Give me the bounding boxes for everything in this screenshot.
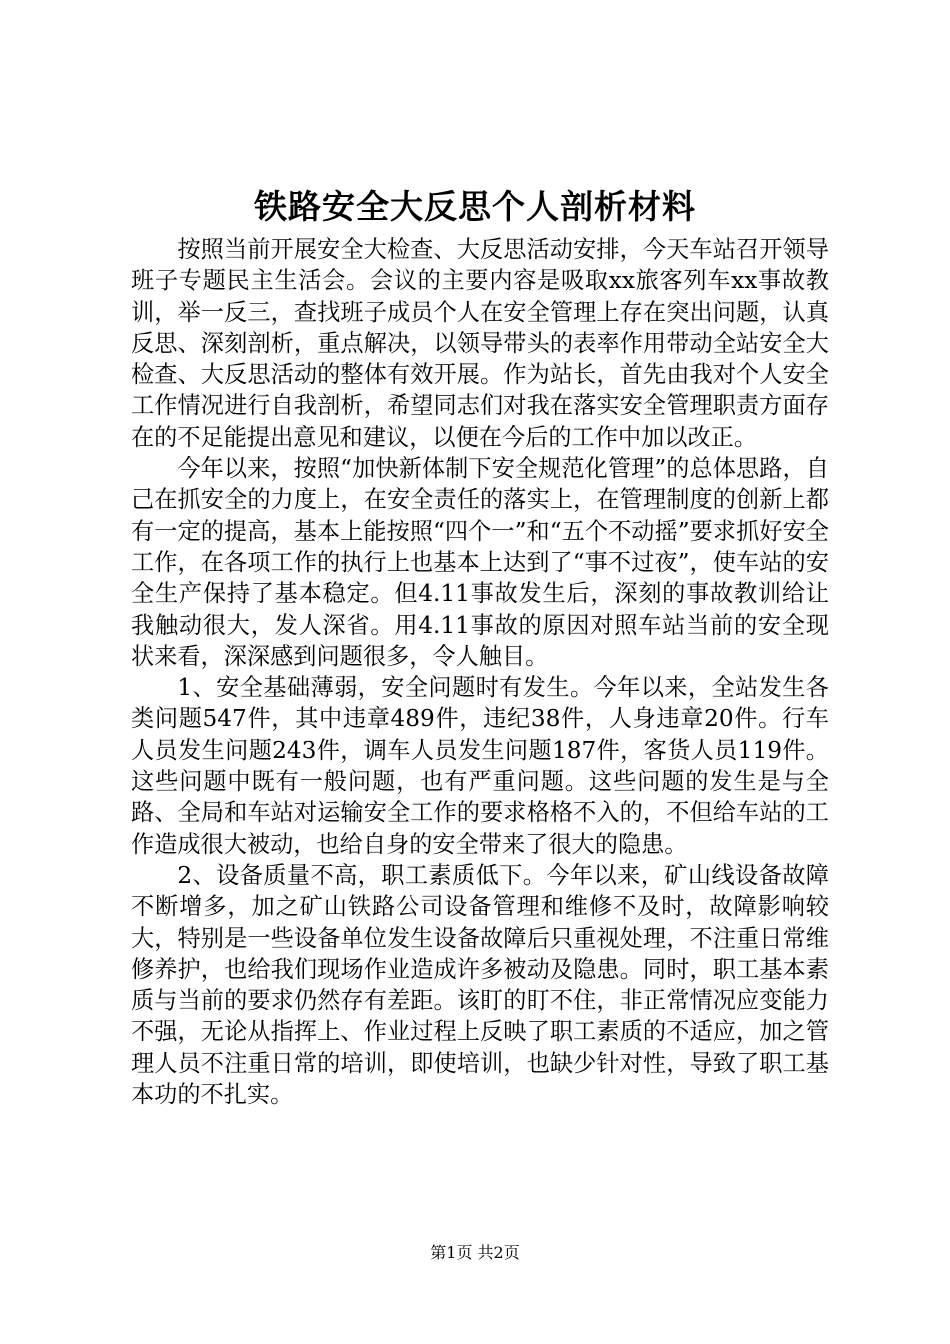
paragraph-point-1: 1、安全基础薄弱，安全问题时有发生。今年以来，全站发生各类问题547件，其中违章489件，违纪38件，人身违章20件。行车人员发生问题243件，调车人员发生问题187件，客货人员119件。这些问题中既有一般问题，也有严重问题。这些问题的发生是与全路、全局和车站对运输安全工作的要求格格不入的，不但给车站的工作造成很大被动，也给自身的安全带来了很大的隐患。 [131,674,829,858]
document-body [131,234,829,1110]
paragraph-point-2: 2、设备质量不高，职工素质低下。今年以来，矿山线设备故障不断增多，加之矿山铁路公司设备管理和维修不及时，故障影响较大，特别是一些设备单位发生设备故障后只重视处理，不注重日常维修养护，也给我们现场作业造成许多被动及隐患。同时，职工基本素质与当前的要求仍然存有差距。该盯的盯不住，非正常情况应变能力不强，无论从指挥上、作业过程上反映了职工素质的不适应，加之管理人员不注重日常的培训，即使培训，也缺少针对性，导致了职工基本功的不扎实。 [131,861,829,1109]
paragraph-intro: 按照当前开展安全大检查、大反思活动安排，今天车站召开领导班子专题民主生活会。会议的主要内容是吸取xx旅客列车xx事故教训，举一反三，查找班子成员个人在安全管理上存在突出问题，认真反思、深刻剖析，重点解决，以领导带头的表率作用带动全站安全大检查、大反思活动的整体有效开展。作为站长，首先由我对个人安全工作情况进行自我剖析，希望同志们对我在落实安全管理职责方面存在的不足能提出意见和建议，以便在今后的工作中加以改正。 [131,236,829,451]
page-footer: 第1页 共2页 [430,1243,520,1262]
paragraph-overview: 今年以来，按照“加快新体制下安全规范化管理”的总体思路，自己在抓安全的力度上，在安全责任的落实上，在管理制度的创新上都有一定的提高，基本上能按照“四个一”和“五个不动摇”要求抓好安全工作，在各项工作的执行上也基本上达到了“事不过夜”，使车站的安全生产保持了基本稳定。但4.11事故发生后，深刻的事故教训给让我触动很大，发人深省。用4.11事故的原因对照车站当前的安全现状来看，深深感到问题很多，令人触目。 [131,455,829,670]
document-title: 铁路安全大反思个人剖析材料 [254,187,696,226]
